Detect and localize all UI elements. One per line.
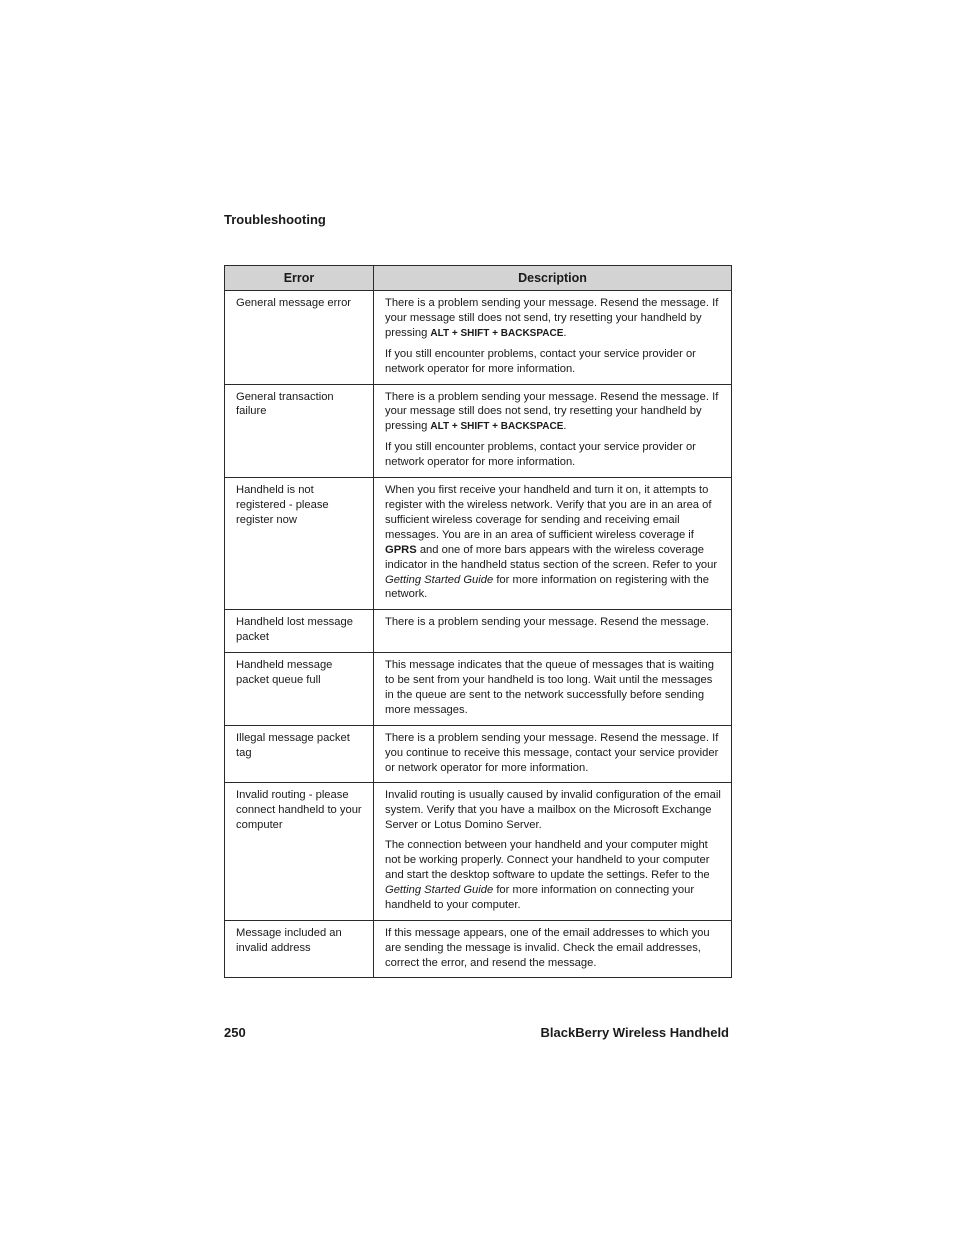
table-row xyxy=(225,920,732,978)
description-paragraph xyxy=(385,658,723,718)
table-header-row xyxy=(225,266,732,291)
key-combination: ALT + SHIFT + BACKSPACE xyxy=(430,327,564,339)
error-cell: Invalid routing - please connect handheld to your computer xyxy=(225,783,374,920)
table-row xyxy=(225,610,732,653)
error-cell: Message included an invalid address xyxy=(225,920,374,978)
column-header-description: Description xyxy=(374,266,732,291)
text-run: . xyxy=(563,326,567,339)
column-header-error: Error xyxy=(225,266,374,291)
table-row xyxy=(225,291,732,385)
table-row xyxy=(225,384,732,478)
description-cell xyxy=(374,291,732,385)
text-run: There is a problem sending your message. Resend the message. If you continue to receive this message, contact your service provider or network operator for more information. xyxy=(385,731,719,774)
description-cell xyxy=(374,384,732,478)
footer-book-title: BlackBerry Wireless Handheld xyxy=(540,1025,729,1040)
table-row xyxy=(225,725,732,783)
description-cell xyxy=(374,653,732,726)
text-run: There is a problem sending your message. Resend the message. xyxy=(385,616,709,629)
description-paragraph xyxy=(385,483,723,602)
description-paragraph xyxy=(385,347,723,377)
description-cell xyxy=(374,920,732,978)
text-run: . xyxy=(563,420,567,433)
text-run: and one of more bars appears with the wireless coverage indicator in the handheld status section of the screen. Refer to your xyxy=(385,543,718,571)
table-row xyxy=(225,478,732,610)
table-row xyxy=(225,783,732,920)
description-paragraph xyxy=(385,440,723,470)
section-title: Troubleshooting xyxy=(224,212,326,227)
description-paragraph xyxy=(385,390,723,436)
gprs-label: GPRS xyxy=(385,543,417,556)
error-cell: General message error xyxy=(225,291,374,385)
text-run: There is a problem sending your message. Resend the message. If your message still does not send, try resetting your handheld by pressing xyxy=(385,390,719,433)
guide-title: Getting Started Guide xyxy=(385,883,494,896)
description-cell xyxy=(374,725,732,783)
error-cell: General transaction failure xyxy=(225,384,374,478)
description-paragraph xyxy=(385,615,723,630)
description-cell xyxy=(374,783,732,920)
error-cell: Illegal message packet tag xyxy=(225,725,374,783)
error-cell: Handheld is not registered - please register now xyxy=(225,478,374,610)
text-run: The connection between your handheld and your computer might not be working properly. Connect your handheld to your computer and start the desktop software to update the settings. Refer to the xyxy=(385,839,710,881)
text-run: If you still encounter problems, contact your service provider or network operator for more information. xyxy=(385,441,696,469)
text-run: When you first receive your handheld and turn it on, it attempts to register with the wireless network. Verify that you are in an area of sufficient wireless coverage for sending and receiving email messages. You are in an area of sufficient wireless coverage if xyxy=(385,484,712,541)
text-run: This message indicates that the queue of messages that is waiting to be sent from your handheld is too long. Wait until the messages in the queue are sent to the network successfully before sending more messages. xyxy=(385,659,714,716)
description-paragraph xyxy=(385,296,723,342)
text-run: for more information on registering with the network. xyxy=(385,573,709,601)
description-cell xyxy=(374,478,732,610)
description-cell xyxy=(374,610,732,653)
error-cell: Handheld lost message packet xyxy=(225,610,374,653)
error-table xyxy=(224,265,732,978)
key-combination: ALT + SHIFT + BACKSPACE xyxy=(430,421,564,433)
description-paragraph xyxy=(385,926,723,971)
description-paragraph xyxy=(385,788,723,833)
text-run: Invalid routing is usually caused by invalid configuration of the email system. Verify that you have a mailbox on the Microsoft Exchange Server or Lotus Domino Server. xyxy=(385,789,721,832)
text-run: If you still encounter problems, contact your service provider or network operator for more information. xyxy=(385,347,696,375)
description-paragraph xyxy=(385,838,723,913)
table-row xyxy=(225,653,732,726)
text-run: for more information on connecting your handheld to your computer. xyxy=(385,883,695,911)
page-number: 250 xyxy=(224,1025,246,1040)
text-run: There is a problem sending your message. Resend the message. If your message still does not send, try resetting your handheld by pressing xyxy=(385,297,719,339)
description-paragraph xyxy=(385,731,723,776)
error-cell: Handheld message packet queue full xyxy=(225,653,374,726)
text-run: If this message appears, one of the email addresses to which you are sending the message is invalid. Check the email addresses, correct the error, and resend the message. xyxy=(385,926,710,969)
guide-title: Getting Started Guide xyxy=(385,573,494,586)
